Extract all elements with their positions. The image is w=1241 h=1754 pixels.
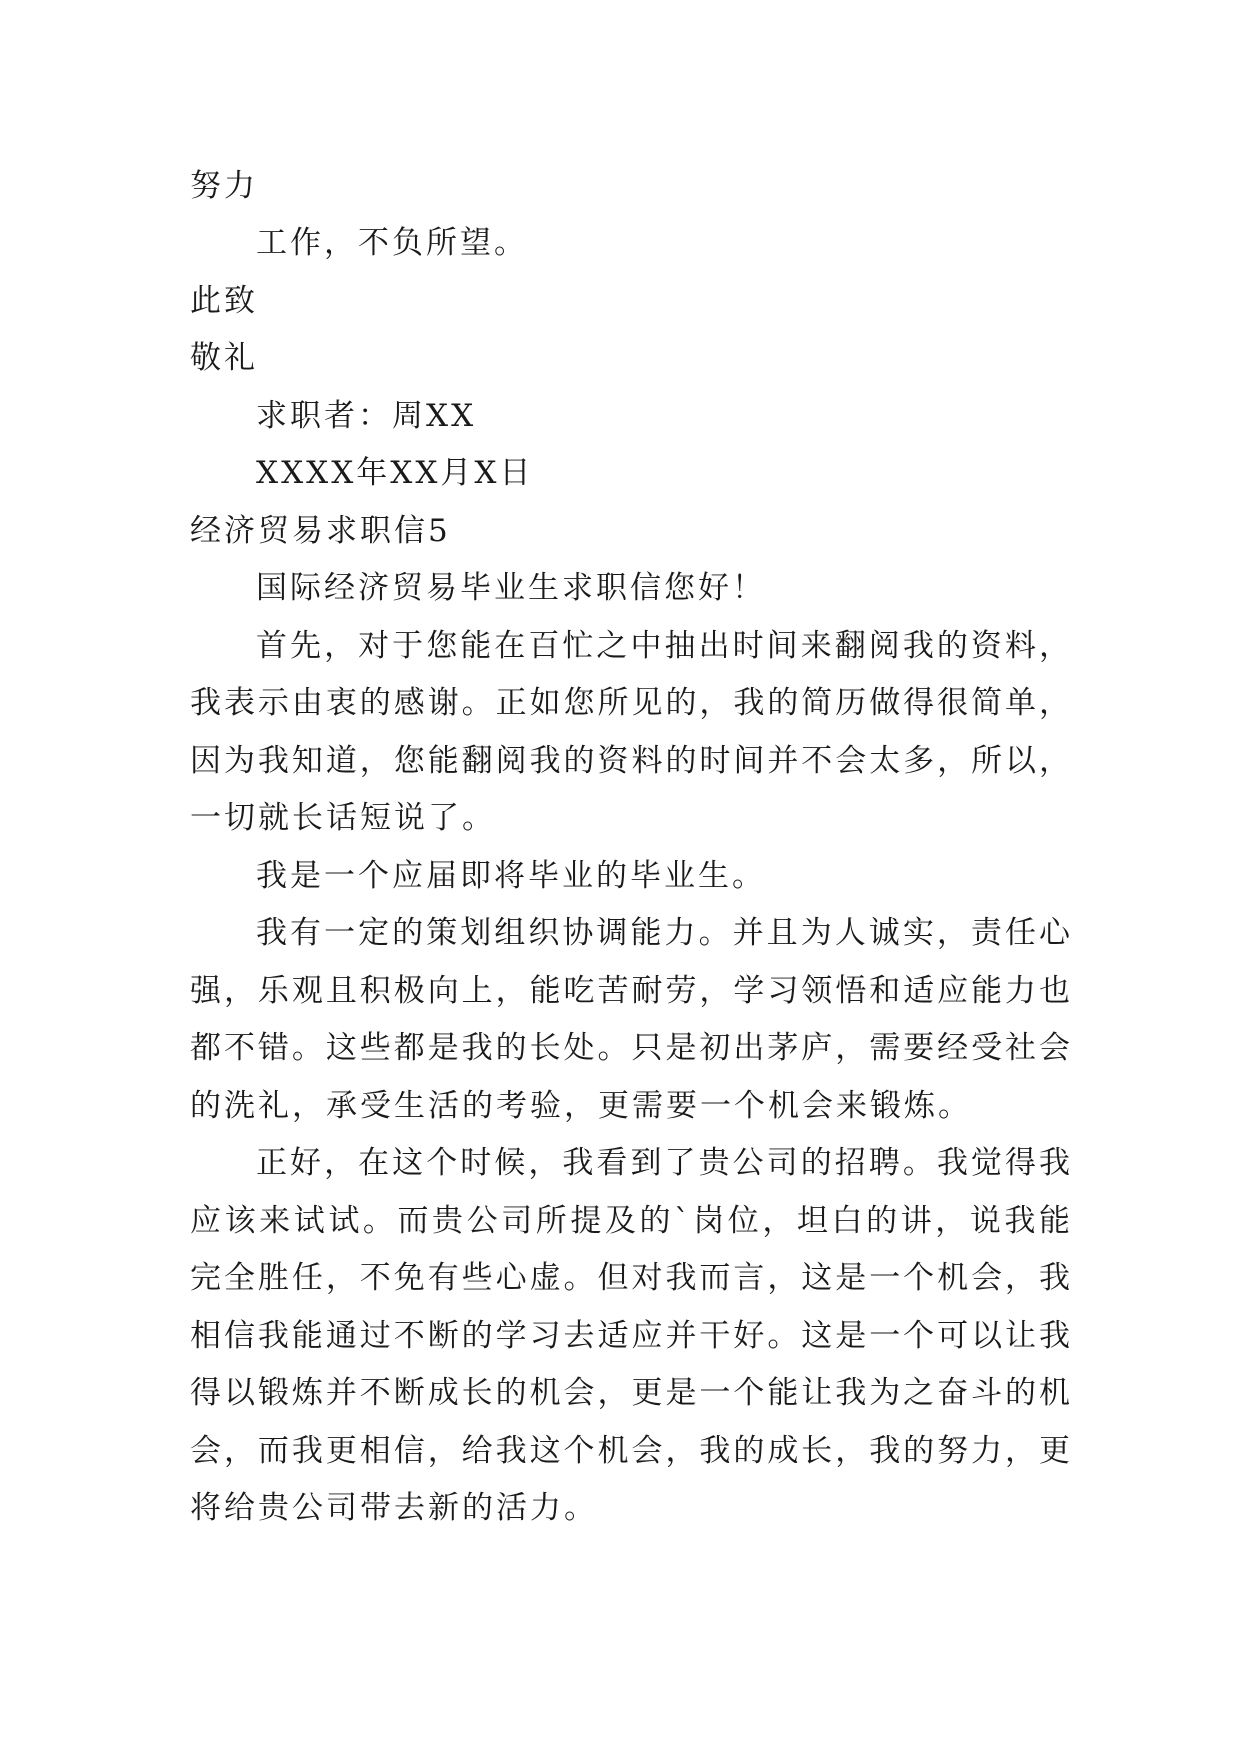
text-line: 首先，对于您能在百忙之中抽出时间来翻阅我的资料， <box>256 628 1070 664</box>
text-line: 会，而我更相信，给我这个机会，我的成长，我的努力，更 <box>190 1433 1070 1469</box>
text-line: 国际经济贸易毕业生求职信您好！ <box>256 570 766 606</box>
text-line: 我有一定的策划组织协调能力。并且为人诚实，责任心 <box>256 915 1070 951</box>
text-line: 努力 <box>190 168 258 204</box>
text-line: 强，乐观且积极向上，能吃苦耐劳，学习领悟和适应能力也 <box>190 973 1070 1009</box>
text-line: 得以锻炼并不断成长的机会，更是一个能让我为之奋斗的机 <box>190 1375 1070 1411</box>
text-line: 应该来试试。而贵公司所提及的`岗位，坦白的讲，说我能 <box>190 1203 1070 1239</box>
text-line: 我是一个应届即将毕业的毕业生。 <box>256 858 766 894</box>
text-line: 因为我知道，您能翻阅我的资料的时间并不会太多，所以， <box>190 743 1070 779</box>
text-line: 我表示由衷的感谢。正如您所见的，我的简历做得很简单， <box>190 685 1070 721</box>
text-line: 正好，在这个时候，我看到了贵公司的招聘。我觉得我 <box>256 1145 1070 1181</box>
salutation-line: 敬礼 <box>190 340 258 376</box>
section-heading: 经济贸易求职信5 <box>190 513 451 549</box>
text-line: 工作，不负所望。 <box>256 225 528 261</box>
signature-date: XXXX年XX月X日 <box>256 455 534 491</box>
text-line: 都不错。这些都是我的长处。只是初出茅庐，需要经受社会 <box>190 1030 1070 1066</box>
text-line: 的洗礼，承受生活的考验，更需要一个机会来锻炼。 <box>190 1088 972 1124</box>
text-line: 完全胜任，不免有些心虚。但对我而言，这是一个机会，我 <box>190 1260 1070 1296</box>
text-line: 将给贵公司带去新的活力。 <box>190 1490 598 1526</box>
salutation-line: 此致 <box>190 283 258 319</box>
signature-name: 求职者：周XX <box>256 398 477 434</box>
text-line: 相信我能通过不断的学习去适应并干好。这是一个可以让我 <box>190 1318 1070 1354</box>
text-line: 一切就长话短说了。 <box>190 800 496 836</box>
